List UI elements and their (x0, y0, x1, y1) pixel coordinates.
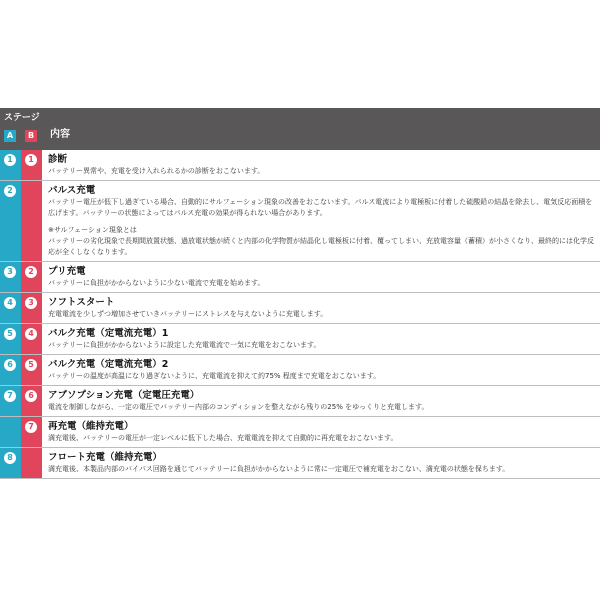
stage-b-cell (21, 448, 42, 478)
stage-description: 満充電後、本製品内部のバイパス回路を通じてバッテリーに負担がかからないように常に一定電圧で補充電をおこない、満充電の状態を保ちます。 (48, 465, 510, 473)
column-b-label: B (25, 130, 37, 142)
stage-b-cell (21, 417, 42, 447)
stage-b-badge: 3 (25, 297, 37, 309)
row-content (42, 355, 600, 385)
stage-description: 充電電流を少しずつ増加させていきバッテリーにストレスを与えないように充電します。 (48, 310, 328, 318)
stage-a-cell (0, 262, 21, 292)
table-row (0, 386, 600, 417)
stage-description: 電流を制御しながら、一定の電圧でバッテリー内部のコンディションを整えながら残りの25% をゆっくりと充電します。 (48, 403, 429, 411)
stage-a-cell (0, 448, 21, 478)
table-header (0, 108, 600, 150)
stage-b-cell (21, 181, 42, 261)
stage-a-badge: 6 (4, 359, 16, 371)
stage-description: バッテリー電圧が低下し過ぎている場合、自動的にサルフェーション現象の改善をおこないます。パルス電流により電極板に付着した硫酸鉛の結晶を除去し、電気反応面積を広げます。バッテリーの状態によってはパルス充電の効果が得られない場合があります。 (48, 198, 593, 217)
column-a-label: A (4, 130, 16, 142)
table-row (0, 417, 600, 448)
stage-b-badge: 2 (25, 266, 37, 278)
stage-a-cell (0, 181, 21, 261)
stage-b-badge: 5 (25, 359, 37, 371)
stage-a-badge: 2 (4, 185, 16, 197)
table-row (0, 293, 600, 324)
stage-description: 満充電後、バッテリーの電圧が一定レベルに低下した場合、充電電流を抑えて自動的に再充電をおこないます。 (48, 434, 398, 442)
content-column-title: 内容 (50, 129, 70, 140)
table-row (0, 448, 600, 479)
table-row (0, 262, 600, 293)
table-row (0, 181, 600, 262)
table-row (0, 324, 600, 355)
row-content (42, 448, 600, 478)
row-content (42, 150, 600, 180)
stage-a-badge: 1 (4, 154, 16, 166)
stage-column-title: ステージ (4, 113, 40, 123)
stage-title: バルク充電（定電流充電）1 (48, 328, 169, 339)
table-body (0, 150, 600, 479)
stage-a-cell (0, 417, 21, 447)
stage-b-badge: 1 (25, 154, 37, 166)
stage-title: 診断 (48, 154, 68, 165)
row-content (42, 386, 600, 416)
table-row (0, 355, 600, 386)
stage-b-cell (21, 293, 42, 323)
stage-a-badge: 5 (4, 328, 16, 340)
stage-title: ソフトスタート (48, 297, 115, 308)
note-title: ※サルフェーション現象とは (48, 226, 137, 234)
note-description: バッテリーの劣化現象で長期間放置状態、過放電状態が続くと内部の化学物質が結晶化し電極板に付着、覆ってしまい、充放電容量（蓄積）が小さくなり、最終的には化学反応が全くしなくなります。 (48, 237, 594, 256)
stage-b-cell (21, 324, 42, 354)
row-content (42, 262, 600, 292)
stage-title: アブソプション充電（定電圧充電） (48, 390, 200, 401)
stage-a-cell (0, 150, 21, 180)
stage-title: 再充電（維持充電） (48, 421, 134, 432)
stage-a-cell (0, 386, 21, 416)
stage-b-badge: 6 (25, 390, 37, 402)
stage-b-badge: 7 (25, 421, 37, 433)
stage-a-badge: 8 (4, 452, 16, 464)
stage-description: バッテリー異常や、充電を受け入れられるかの診断をおこないます。 (48, 167, 265, 175)
stage-title: パルス充電 (48, 185, 96, 196)
stage-b-cell (21, 262, 42, 292)
stage-title: バルク充電（定電流充電）2 (48, 359, 169, 370)
stage-a-badge: 3 (4, 266, 16, 278)
table-row (0, 150, 600, 181)
stage-b-badge: 4 (25, 328, 37, 340)
stage-b-cell (21, 150, 42, 180)
row-content (42, 324, 600, 354)
row-content (42, 293, 600, 323)
row-content (42, 181, 600, 261)
stage-description: バッテリーの温度が高温になり過ぎないように、充電電流を抑えて約75% 程度まで充電をおこないます。 (48, 372, 381, 380)
stage-a-badge: 7 (4, 390, 16, 402)
stage-description: バッテリーに負担がかからないように少ない電流で充電を始めます。 (48, 279, 265, 287)
row-content (42, 417, 600, 447)
stage-description: バッテリーに負担がかからないように設定した充電電流で一気に充電をおこないます。 (48, 341, 321, 349)
stage-title: プリ充電 (48, 266, 86, 277)
stage-b-cell (21, 355, 42, 385)
stage-title: フロート充電（維持充電） (48, 452, 163, 463)
stage-a-cell (0, 324, 21, 354)
stage-a-cell (0, 293, 21, 323)
charging-stage-table (0, 108, 600, 479)
stage-b-cell (21, 386, 42, 416)
stage-a-cell (0, 355, 21, 385)
stage-a-badge: 4 (4, 297, 16, 309)
